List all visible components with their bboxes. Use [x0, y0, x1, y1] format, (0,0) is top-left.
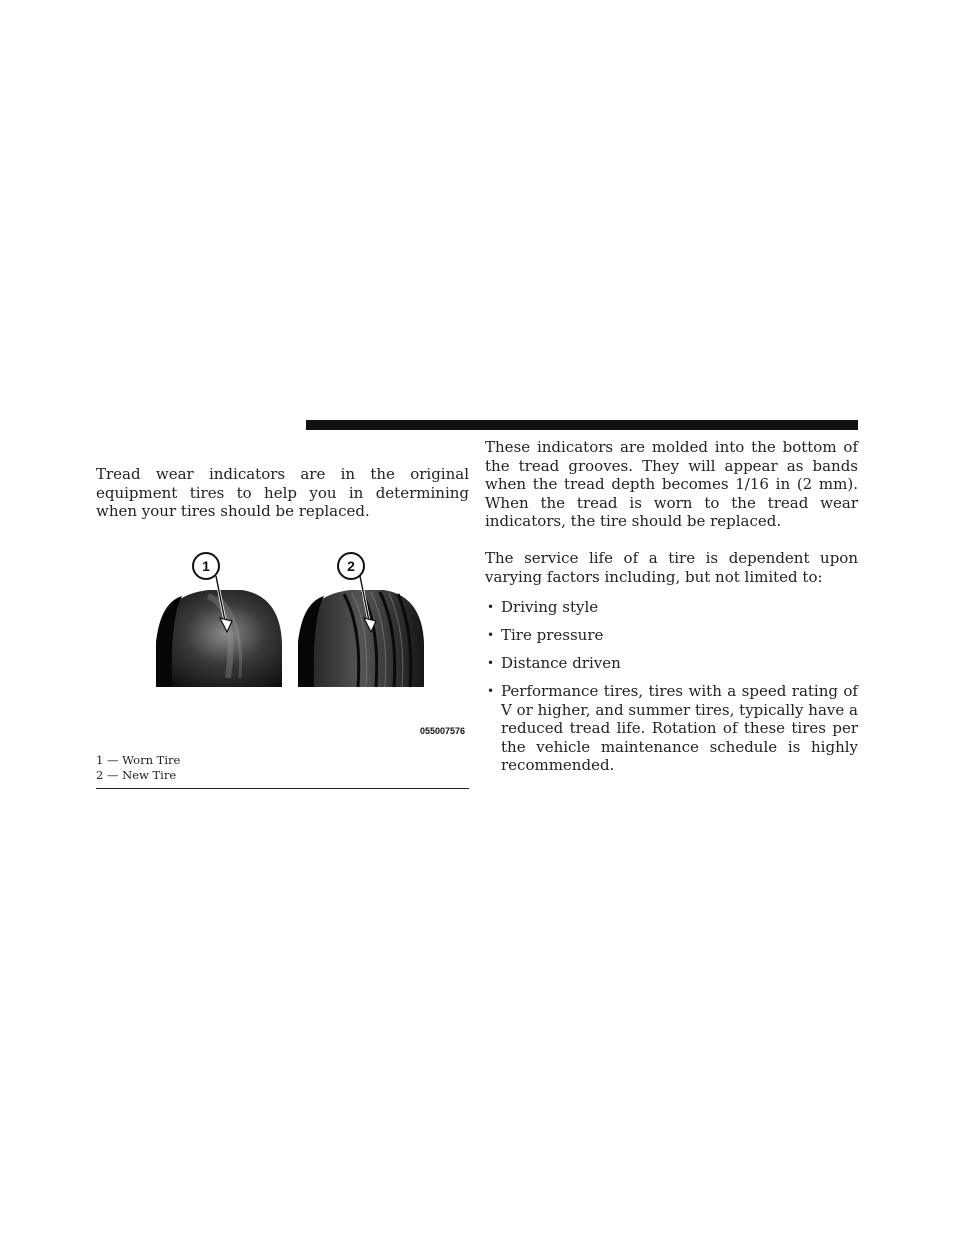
callout-1-label: 1	[202, 558, 210, 574]
service-life-paragraph: The service life of a tire is dependent upon varying factors including, but not limited to:	[485, 549, 858, 586]
service-life-factors-list	[485, 598, 858, 784]
indicators-paragraph: These indicators are molded into the bottom of the tread grooves. They will appear as bands when the tread depth becomes 1/16 in (2 mm). When the tread is worn to the tread wear indicators, the tire should be replaced.	[485, 438, 858, 531]
tire-comparison-image	[130, 548, 469, 740]
section-header-bar	[306, 420, 858, 430]
new-tire	[298, 590, 424, 687]
list-item: • Driving style	[485, 598, 858, 617]
callout-2-label: 2	[347, 558, 355, 574]
caption-line-1: 1 — Worn Tire	[96, 753, 181, 767]
figure-caption	[96, 753, 469, 783]
list-item: • Distance driven	[485, 654, 858, 673]
caption-line-2: 2 — New Tire	[96, 768, 177, 782]
figure-code: 055007576	[419, 726, 465, 736]
tire-illustration	[130, 548, 469, 740]
list-item: • Tire pressure	[485, 626, 858, 645]
tread-wear-intro-paragraph: Tread wear indicators are in the original equipment tires to help you in determining when your tires should be replaced.	[96, 465, 469, 521]
caption-divider	[96, 788, 469, 789]
worn-tire	[156, 590, 282, 687]
list-item: • Performance tires, tires with a speed rating of V or higher, and summer tires, typically have a reduced tread life. Rotation of these tires per the vehicle maintenance schedule is highly recommended.	[485, 682, 858, 775]
